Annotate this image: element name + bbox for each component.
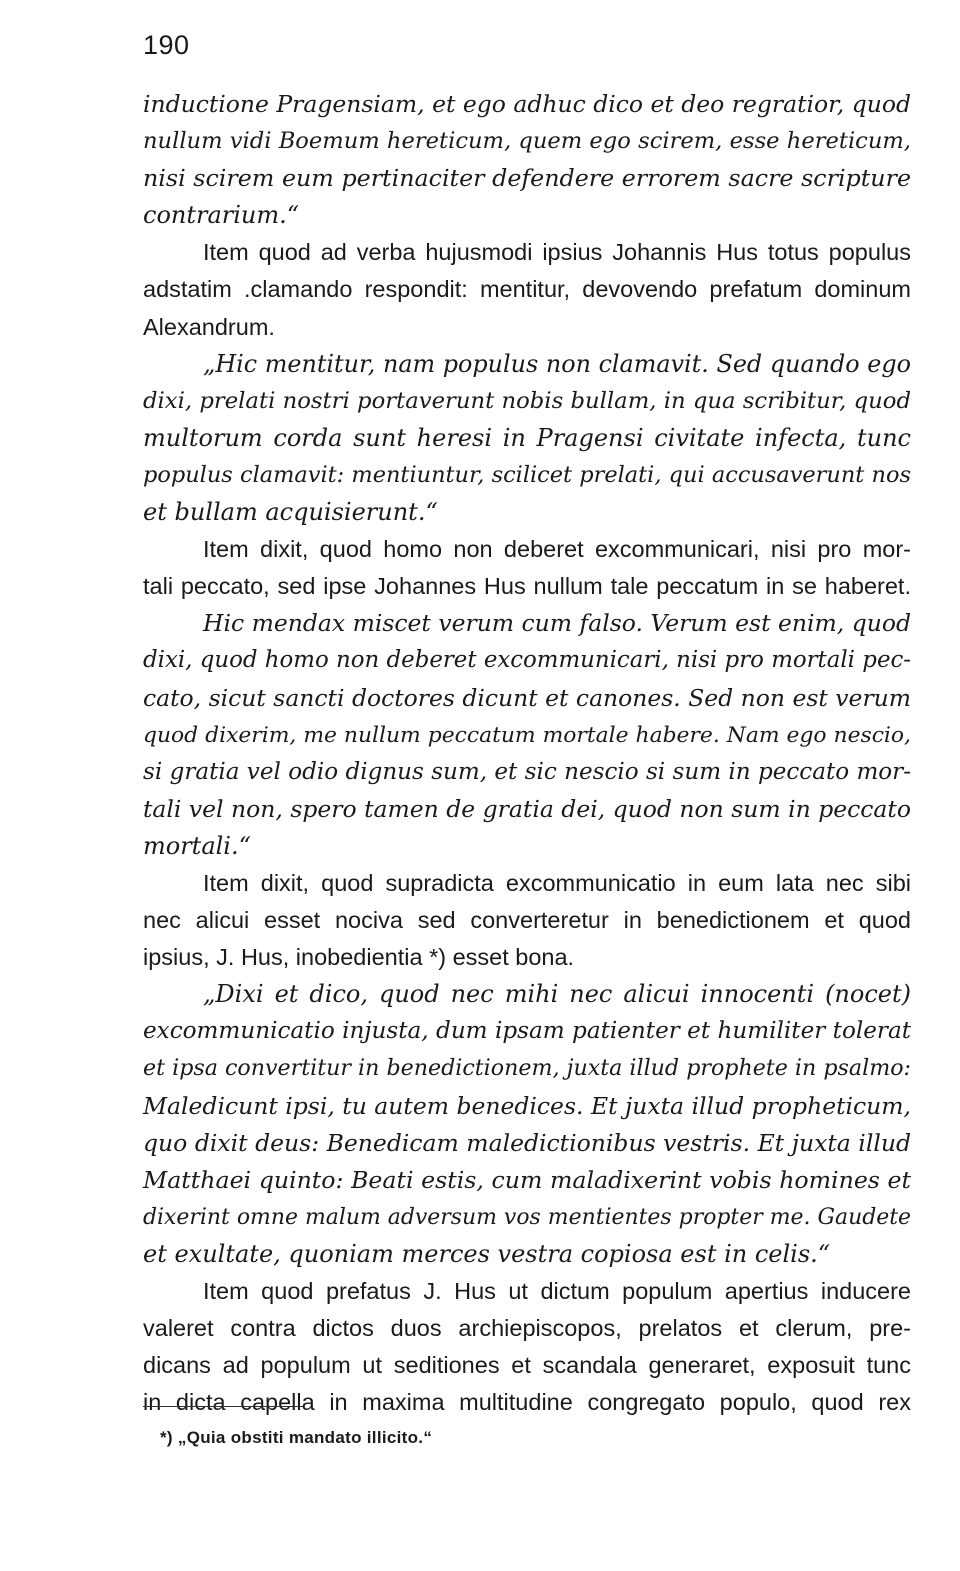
text-line: „Dixi et dico, quod nec mihi nec alicui innocenti (nocet) bbox=[203, 980, 911, 1009]
text-line: populus clamavit: mentiuntur, scilicet prelati, qui accusaverunt nos bbox=[143, 461, 911, 488]
text-line: quod dixerim, me nullum peccatum mortale habere. Nam ego nescio, bbox=[143, 722, 911, 748]
text-line: inductione Pragensiam, et ego adhuc dico et deo regratior, quod bbox=[143, 90, 911, 118]
text-line: Hic mendax miscet verum cum falso. Verum est enim, quod bbox=[203, 609, 911, 638]
text-line: valeret contra dictos duos archiepiscopos, prelatos et clerum, pre- bbox=[143, 1315, 911, 1342]
footnote: *) „Quia obstiti mandato illicito.“ bbox=[160, 1428, 433, 1447]
text-line: „Hic mentitur, nam populus non clamavit. Sed quando ego bbox=[203, 349, 911, 378]
text-line: multorum corda sunt heresi in Pragensi civitate infecta, tunc bbox=[143, 423, 911, 452]
text-line: adstatim .clamando respondit: mentitur, devovendo prefatum dominum bbox=[143, 276, 911, 303]
text-line: dixerint omne malum adversum vos mentientes propter me. Gaudete bbox=[143, 1204, 911, 1230]
text-line: Maledicunt ipsi, tu autem benedices. Et juxta illud propheticum, bbox=[143, 1091, 911, 1120]
text-line: tali peccato, sed ipse Johannes Hus nullum tale peccatum in se haberet. bbox=[143, 573, 911, 600]
text-line: tali vel non, spero tamen de gratia dei, quod non sum in peccato bbox=[143, 794, 911, 823]
text-line: Item dixit, quod homo non deberet excommunicari, nisi pro mor- bbox=[203, 536, 911, 563]
text-line: si gratia vel odio dignus sum, et sic nescio si sum in peccato mor- bbox=[143, 758, 911, 785]
text-line: nec alicui esset nociva sed converteretur in benedictionem et quod bbox=[143, 907, 911, 934]
text-line: dixi, quod homo non deberet excommunicari, nisi pro mortali pec- bbox=[143, 647, 911, 674]
text-line: Item quod ad verba hujusmodi ipsius Johannis Hus totus populus bbox=[203, 239, 911, 266]
text-line: et bullam acquisierunt.“ bbox=[143, 498, 438, 527]
text-line: Matthaei quinto: Beati estis, cum maladixerint vobis homines et bbox=[143, 1165, 911, 1194]
text-line: Item dixit, quod supradicta excommunicatio in eum lata nec sibi bbox=[203, 869, 911, 896]
text-line: Item quod prefatus J. Hus ut dictum populum apertius inducere bbox=[203, 1278, 911, 1304]
text-line: et exultate, quoniam merces vestra copiosa est in celis.“ bbox=[143, 1239, 831, 1268]
text-line: Alexandrum. bbox=[143, 313, 275, 340]
text-line: excommunicatio injusta, dum ipsam patienter et humiliter tolerat bbox=[143, 1018, 911, 1045]
text-line: nisi scirem eum pertinaciter defendere errorem sacre scripture bbox=[143, 164, 911, 193]
body-text bbox=[143, 86, 911, 1421]
text-line: quo dixit deus: Benedicam maledictionibus vestris. Et juxta illud bbox=[143, 1128, 911, 1157]
text-line: mortali.“ bbox=[143, 831, 251, 860]
text-line: dixi, prelati nostri portaverunt nobis bullam, in qua scribitur, quod bbox=[143, 387, 911, 414]
text-line: ipsius, J. Hus, inobedientia *) esset bona. bbox=[143, 944, 575, 971]
text-line: contrarium.“ bbox=[143, 201, 300, 230]
text-line: et ipsa convertitur in benedictionem, juxta illud prophete in psalmo: bbox=[143, 1055, 911, 1082]
text-line: in dicta capella in maxima multitudine congregato populo, quod rex bbox=[143, 1389, 911, 1416]
text-line: cato, sicut sancti doctores dicunt et canones. Sed non est verum bbox=[143, 683, 911, 712]
page-number: 190 bbox=[143, 30, 190, 60]
text-line: dicans ad populum ut seditiones et scandala generaret, exposuit tunc bbox=[143, 1352, 911, 1379]
text-line: nullum vidi Boemum hereticum, quem ego scirem, esse hereticum, bbox=[143, 128, 911, 155]
footnote-rule bbox=[143, 1406, 303, 1407]
